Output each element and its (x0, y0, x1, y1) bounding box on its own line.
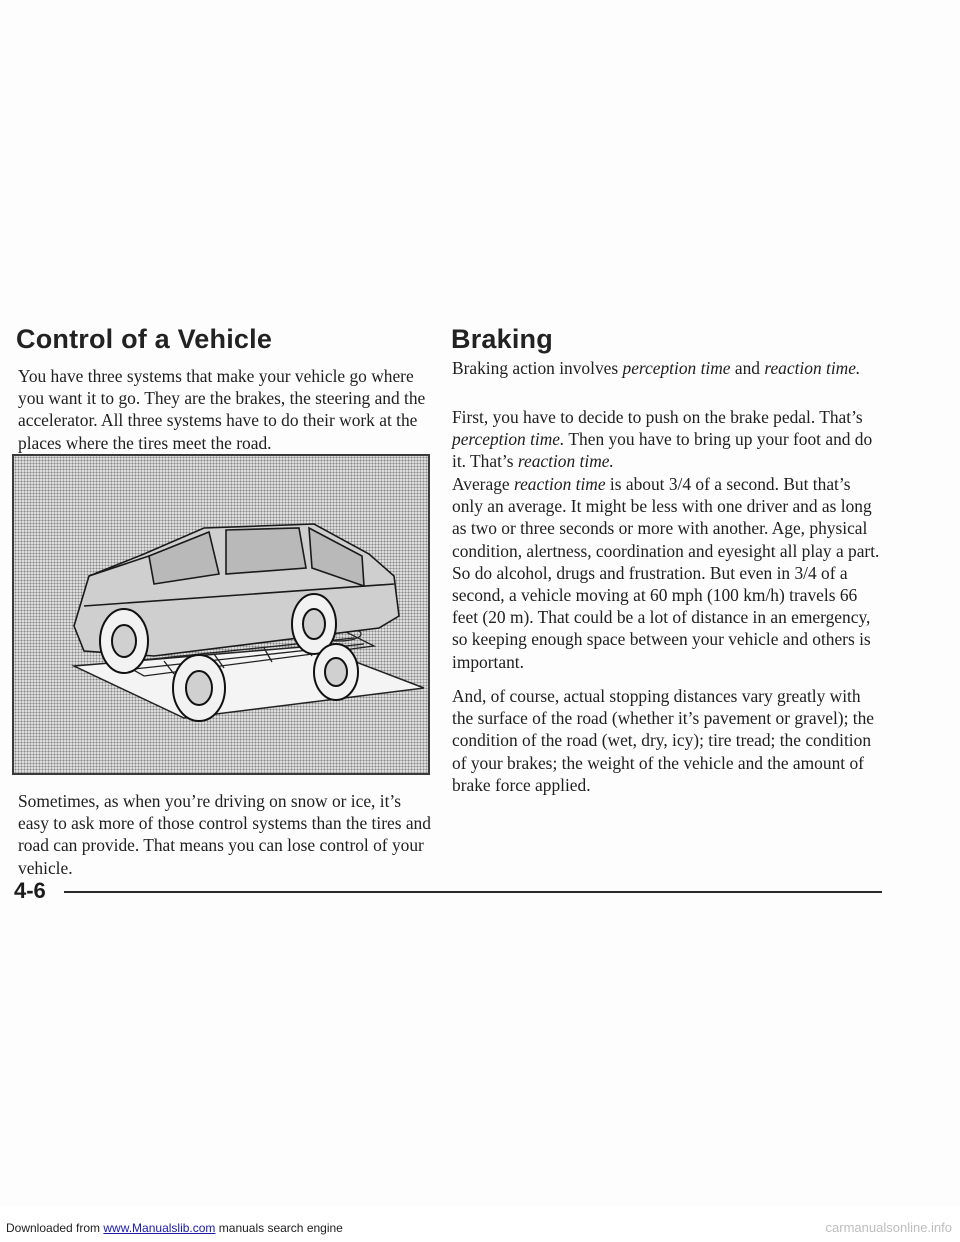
credit-suffix: manuals search engine (215, 1221, 343, 1235)
text-fragment: Average (452, 474, 514, 494)
download-credit (6, 1221, 343, 1235)
heading-control-of-a-vehicle: Control of a Vehicle (16, 324, 273, 354)
term-reaction-time: reaction time (513, 474, 606, 494)
text-fragment: Then you have to bring up your foot and do it. That’s (452, 429, 873, 472)
text-fragment: First, you have to decide to push on the brake pedal. That’s (452, 407, 863, 427)
manualslib-link[interactable]: www.Manualslib.com (103, 1221, 216, 1235)
paragraph-braking-intro (452, 357, 882, 379)
text-fragment: is about 3/4 of a second. But that’s only an average. It might be less with one driver and as long as two or three seconds or more with another. Age, physical condition, alertness, coordination and eyesight all play a part. So do alcohol, drugs and frustration. But even in 3/4 of a second, a vehicle moving at 60 mph (100 km/h) travels 66 feet (20 m). That could be a lot of distance in an emergency, so keeping enough space between your vehicle and others is important. (452, 474, 880, 672)
vehicle-chassis-drawing (14, 456, 430, 775)
term-perception-time: perception time. (452, 429, 565, 450)
term-perception-time: perception time (622, 358, 731, 378)
term-reaction-time: reaction time. (517, 451, 614, 472)
page-number: 4-6 (14, 878, 46, 903)
text-fragment: and (730, 358, 765, 378)
watermark: carmanualsonline.info (825, 1220, 952, 1235)
paragraph-braking-stopping-distance: And, of course, actual stopping distances vary greatly with the surface of the road (whether it’s pavement or gravel); the condition of the road (wet, dry, icy); tire tread; the condition of your brakes; the weight of the vehicle and the amount of brake force applied. (452, 686, 875, 795)
text-fragment: Braking action involves (452, 358, 623, 378)
vehicle-illustration (12, 454, 430, 775)
credit-prefix: Downloaded from (6, 1221, 104, 1235)
footer-rule (64, 891, 882, 893)
heading-braking: Braking (451, 324, 553, 354)
term-reaction-time: reaction time. (764, 358, 861, 378)
paragraph-control-intro: You have three systems that make your vehicle go where you want it to go. They are the brakes, the steering and the accelerator. All three systems have to do their work at the places where the tires meet the road. (18, 366, 426, 453)
paragraph-braking-average (452, 473, 882, 673)
paragraph-braking-perception (452, 406, 882, 473)
paragraph-control-loss: Sometimes, as when you’re driving on snow or ice, it’s easy to ask more of those control systems than the tires and road can provide. That means you can lose control of your vehicle. (18, 791, 431, 878)
